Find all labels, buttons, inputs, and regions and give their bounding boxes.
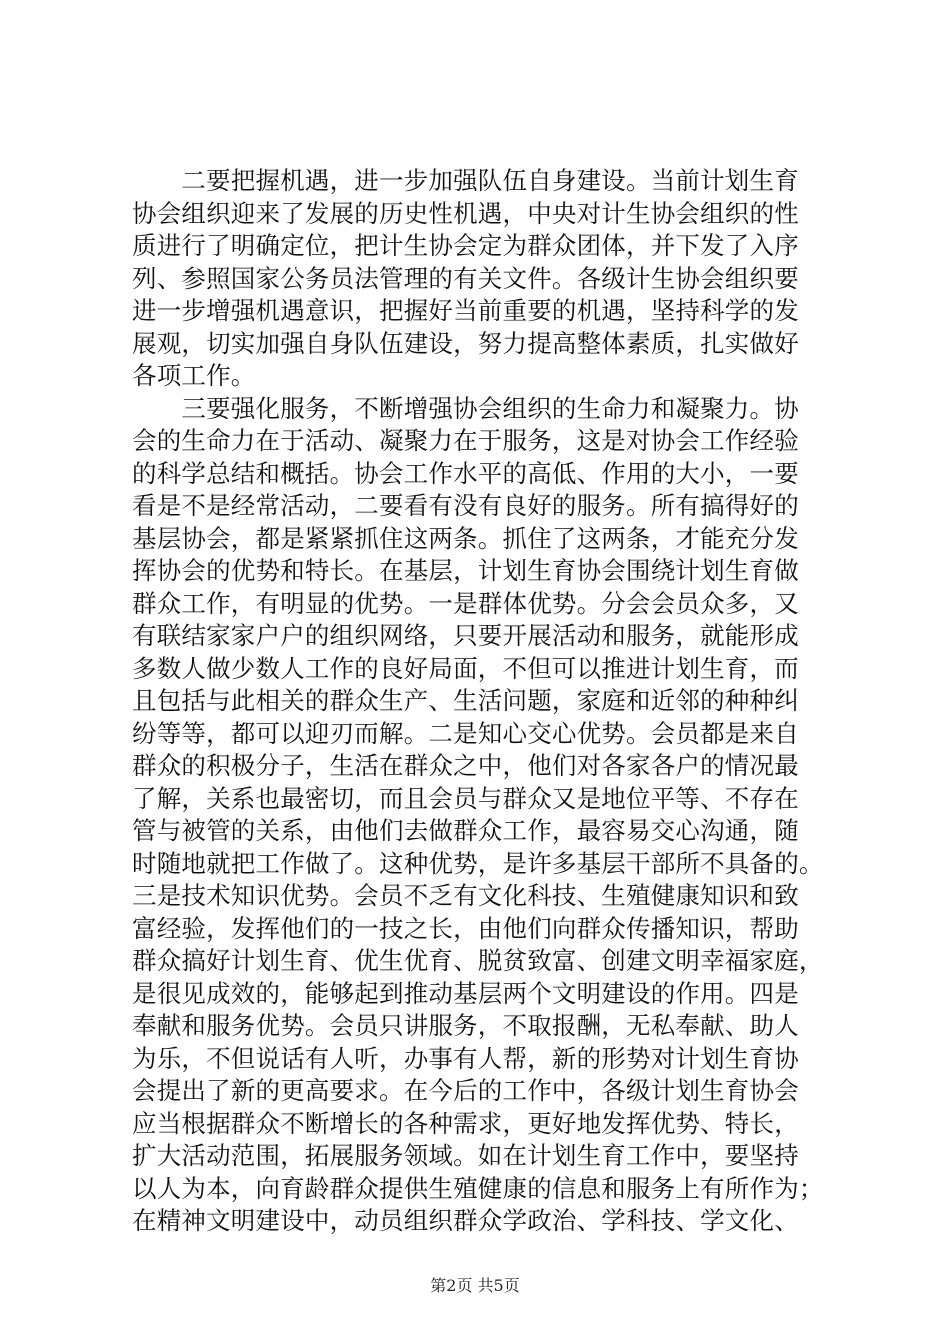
text-line: 各项工作。 <box>132 361 256 390</box>
text-line: 二要把握机遇，进一步加强队伍自身建设。当前计划生育 <box>132 166 799 195</box>
text-line: 管与被管的关系，由他们去做群众工作，最容易交心沟通，随 <box>132 816 799 845</box>
text-line: 进一步增强机遇意识，把握好当前重要的机遇，坚持科学的发 <box>132 296 799 325</box>
text-line: 群众搞好计划生育、优生优育、脱贫致富、创建文明幸福家庭， <box>132 946 824 975</box>
text-line: 扩大活动范围，拓展服务领域。如在计划生育工作中，要坚持 <box>132 1141 799 1170</box>
text-line: 纷等等，都可以迎刃而解。二是知心交心优势。会员都是来自 <box>132 718 799 748</box>
text-line: 三是技术知识优势。会员不乏有文化科技、生殖健康知识和致 <box>132 881 799 910</box>
text-line: 的科学总结和概括。协会工作水平的高低、作用的大小，一要 <box>132 458 799 488</box>
text-line: 在精神文明建设中，动员组织群众学政治、学科技、学文化、 <box>132 1206 799 1235</box>
body-text <box>132 165 832 1238</box>
text-line: 以人为本，向育龄群众提供生殖健康的信息和服务上有所作为； <box>132 1173 824 1203</box>
text-line: 且包括与此相关的群众生产、生活问题，家庭和近邻的种种纠 <box>132 686 799 715</box>
text-line: 多数人做少数人工作的良好局面，不但可以推进计划生育，而 <box>132 653 799 683</box>
text-line: 富经验，发挥他们的一技之长，由他们向群众传播知识，帮助 <box>132 913 799 943</box>
text-line: 会的生命力在于活动、凝聚力在于服务，这是对协会工作经验 <box>132 426 799 455</box>
text-line: 展观，切实加强自身队伍建设，努力提高整体素质，扎实做好 <box>132 328 799 358</box>
text-line: 应当根据群众不断增长的各种需求，更好地发挥优势、特长， <box>132 1108 799 1138</box>
text-line: 是很见成效的，能够起到推动基层两个文明建设的作用。四是 <box>132 978 799 1008</box>
text-line: 时随地就把工作做了。这种优势，是许多基层干部所不具备的。 <box>132 848 824 878</box>
text-line: 挥协会的优势和特长。在基层，计划生育协会围绕计划生育做 <box>132 556 799 585</box>
text-line: 列、参照国家公务员法管理的有关文件。各级计生协会组织要 <box>132 263 799 293</box>
text-line: 基层协会，都是紧紧抓住这两条。抓住了这两条，才能充分发 <box>132 523 799 553</box>
text-line: 了解，关系也最密切，而且会员与群众又是地位平等、不存在 <box>132 783 799 813</box>
text-line: 为乐，不但说话有人听，办事有人帮，新的形势对计划生育协 <box>132 1043 799 1073</box>
text-line: 看是不是经常活动，二要看有没有良好的服务。所有搞得好的 <box>132 491 799 520</box>
text-line: 奉献和服务优势。会员只讲服务，不取报酬，无私奉献、助人 <box>132 1011 799 1040</box>
page-footer: 第2页 共5页 <box>430 1276 520 1295</box>
text-line: 三要强化服务，不断增强协会组织的生命力和凝聚力。协 <box>132 393 799 423</box>
text-line: 质进行了明确定位，把计生协会定为群众团体，并下发了入序 <box>132 231 799 260</box>
text-line: 有联结家家户户的组织网络，只要开展活动和服务，就能形成 <box>132 621 799 650</box>
text-line: 群众工作，有明显的优势。一是群体优势。分会会员众多，又 <box>132 588 799 618</box>
text-line: 群众的积极分子，生活在群众之中，他们对各家各户的情况最 <box>132 751 799 780</box>
text-line: 会提出了新的更高要求。在今后的工作中，各级计划生育协会 <box>132 1076 799 1105</box>
text-line: 协会组织迎来了发展的历史性机遇，中央对计生协会组织的性 <box>132 198 799 228</box>
